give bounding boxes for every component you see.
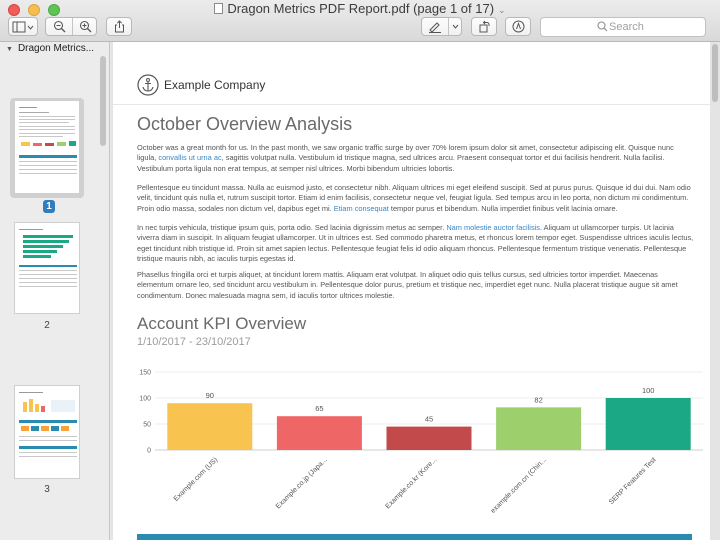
- bar-1: [167, 403, 252, 450]
- y-tick-label-150: 150: [139, 369, 151, 377]
- paragraph-3: [137, 223, 695, 264]
- sidebar-scrollbar[interactable]: [100, 56, 106, 146]
- markup-controls: [421, 17, 462, 36]
- zoom-in-icon: [79, 20, 92, 33]
- sidebar-document-header[interactable]: [0, 42, 100, 56]
- page-thumbnail-2[interactable]: [14, 222, 80, 314]
- window-title-filename: Dragon Metrics PDF Report.pdf: [227, 1, 410, 16]
- company-logo-anchor-icon: [137, 74, 159, 96]
- x-tick-label-5: SERP Features Test: [607, 456, 658, 507]
- paragraph-2-link[interactable]: Etiam consequat: [333, 203, 389, 213]
- kpi-bar-chart: [113, 362, 710, 540]
- paragraph-3-link[interactable]: Nam molestie auctor facilisis: [446, 223, 540, 232]
- y-tick-label-50: 50: [143, 421, 151, 429]
- x-tick-label-4: example.com.cn (Chin...: [489, 456, 549, 515]
- share-button[interactable]: [106, 17, 132, 36]
- highlight-button[interactable]: [422, 18, 448, 35]
- title-bar: [0, 0, 720, 42]
- date-range: 1/10/2017 - 23/10/2017: [137, 336, 251, 348]
- bar-value-label-1: 90: [205, 391, 214, 401]
- page-number-2: 2: [44, 320, 50, 331]
- zoom-out-icon: [53, 20, 66, 33]
- sidebar-toggle-icon: [12, 21, 34, 33]
- paragraph-1-text-b: , sagittis volutpat nulla. Vestibulum id tristique magna, sed ultrices arcu. Praesent consequat tortor et dui facilisis hendrerit. Nulla facilisi. Vestibulum porta ligula non erat tempus, at semper nisl ultrices. Morbi bibendum ultricies lobortis.: [137, 153, 665, 173]
- zoom-in-button[interactable]: [72, 18, 98, 35]
- bar-value-label-4: 82: [534, 395, 543, 405]
- search-placeholder: Search: [609, 21, 644, 33]
- rotate-icon: [478, 20, 491, 33]
- share-icon: [114, 20, 125, 33]
- pdf-page: [113, 42, 710, 540]
- x-tick-label-3: Example.co.kr (Kore...: [384, 456, 439, 511]
- kpi-table-header: [137, 534, 692, 540]
- pdf-document-icon: [214, 3, 223, 14]
- paragraph-2: [137, 183, 695, 214]
- page-thumbnail-1[interactable]: [14, 100, 80, 194]
- paragraph-4: [137, 270, 695, 301]
- document-view[interactable]: [111, 42, 720, 540]
- y-tick-label-0: 0: [147, 447, 151, 455]
- bar-2: [277, 416, 362, 450]
- page-number-3: 3: [44, 484, 50, 495]
- bar-value-label-5: 100: [641, 386, 655, 395]
- markup-icon: [512, 20, 525, 33]
- page-thumbnail-3[interactable]: [14, 385, 80, 479]
- title-chevron-down-icon[interactable]: ⌄: [498, 5, 506, 15]
- pen-icon: [428, 21, 442, 33]
- x-tick-label-1: Example.com (US): [172, 456, 220, 503]
- kpi-heading: Account KPI Overview: [137, 314, 307, 333]
- paragraph-3-text-a: In nec turpis vehicula, tristique ipsum quis, porta odio. Sed lacinia dignissim metus ac semper.: [137, 223, 447, 232]
- bar-value-label-3: 45: [424, 414, 434, 424]
- bar-5: [606, 398, 691, 450]
- paragraph-3-text-b: . Aliquam ut ullamcorper turpis. Ut lacinia viverra diam in suscipit. In aliquam feugiat ullamcorper. Ut in ultrices est. Sed commodo pharetra metus, et rhoncus lorem tempor eget. Suspendisse ultrices iaculis lectus, eget tincidunt nibh tristique id. Proin sit amet sapien lectus. Pellentesque feugiat felis id odio aliquam rhoncus. Pellentesque fermentum tristique venenatis. Pellentesque tristique mauris nibh, ac iaculis turpis egestas id.: [137, 223, 694, 263]
- search-input[interactable]: [540, 17, 706, 37]
- page-number-1: 1: [43, 200, 55, 213]
- markup-toolbar-button[interactable]: [505, 17, 531, 36]
- sidebar-document-title: Dragon Metrics...: [17, 43, 95, 54]
- markup-dropdown-button[interactable]: [449, 18, 462, 35]
- paragraph-1-text-a: October was a great month for us. In the past month, we saw organic traffic surge by over 70% lorem ipsum dolor sit amet, consectetur adipiscing elit. Quisque nunc ligula,: [137, 143, 674, 163]
- paragraph-2-text-b: tempor purus et bibendum. Nulla imperdiet finibus velit lacinia ornare.: [388, 203, 618, 213]
- paragraph-1: [137, 143, 695, 174]
- chevron-down-icon: [452, 24, 459, 29]
- paragraph-2-text-a: Pellentesque eu tincidunt massa. Nulla ac euismod justo, et consectetur nibh. Aliquam ultrices mi eget eleifend suscipit. Sed at purus purus. Quisque id dui dui. Nam odio velit, tincidunt quis nulla et, rutrum suscipit tortor. Etiam id enim facilisis, consectetur neque vel, feugiat ligula. Sed tempus arcu in leo porta, non dictum mi condimentum. Proin odio massa, sodales non dictum vel, dapibus eget mi.: [137, 183, 691, 213]
- search-icon: [597, 21, 608, 32]
- company-name: Example Company: [164, 78, 266, 92]
- document-scrollbar[interactable]: [712, 44, 718, 102]
- bar-4: [496, 407, 581, 450]
- y-tick-label-100: 100: [139, 395, 151, 403]
- header-divider: [113, 104, 710, 105]
- rotate-button[interactable]: [471, 17, 497, 36]
- bar-value-label-2: 65: [315, 404, 324, 414]
- bar-3: [387, 427, 472, 450]
- paragraph-4-text: Phasellus fringilla orci et turpis aliquet, at tincidunt lorem mattis. Aliquam erat volutpat. In aliquet odio quis tellus cursus, sed ultricies tortor imperdiet. Maecenas elementum ornare leo, sed tincidunt arcu vestibulum in. Pellentesque dolor purus, pretium et tristique nec, imperdiet eget nunc. Nulla placerat tristique augue sit amet condimentum. Donec malesuada magna sem, id iaculis tortor ultrices molestie.: [137, 270, 678, 300]
- zoom-out-button[interactable]: [46, 18, 72, 35]
- thumbnail-sidebar: [0, 42, 110, 540]
- window-title: [0, 1, 720, 16]
- window-title-page-indicator: (page 1 of 17): [413, 1, 495, 16]
- sidebar-view-button[interactable]: [8, 17, 38, 36]
- zoom-controls: [45, 17, 97, 36]
- disclosure-triangle-icon[interactable]: ▼: [6, 46, 13, 53]
- x-tick-label-2: Example.co.jp (Japa...: [274, 456, 329, 511]
- paragraph-1-link[interactable]: convallis ut urna ac: [158, 153, 222, 163]
- overview-heading: October Overview Analysis: [137, 114, 353, 134]
